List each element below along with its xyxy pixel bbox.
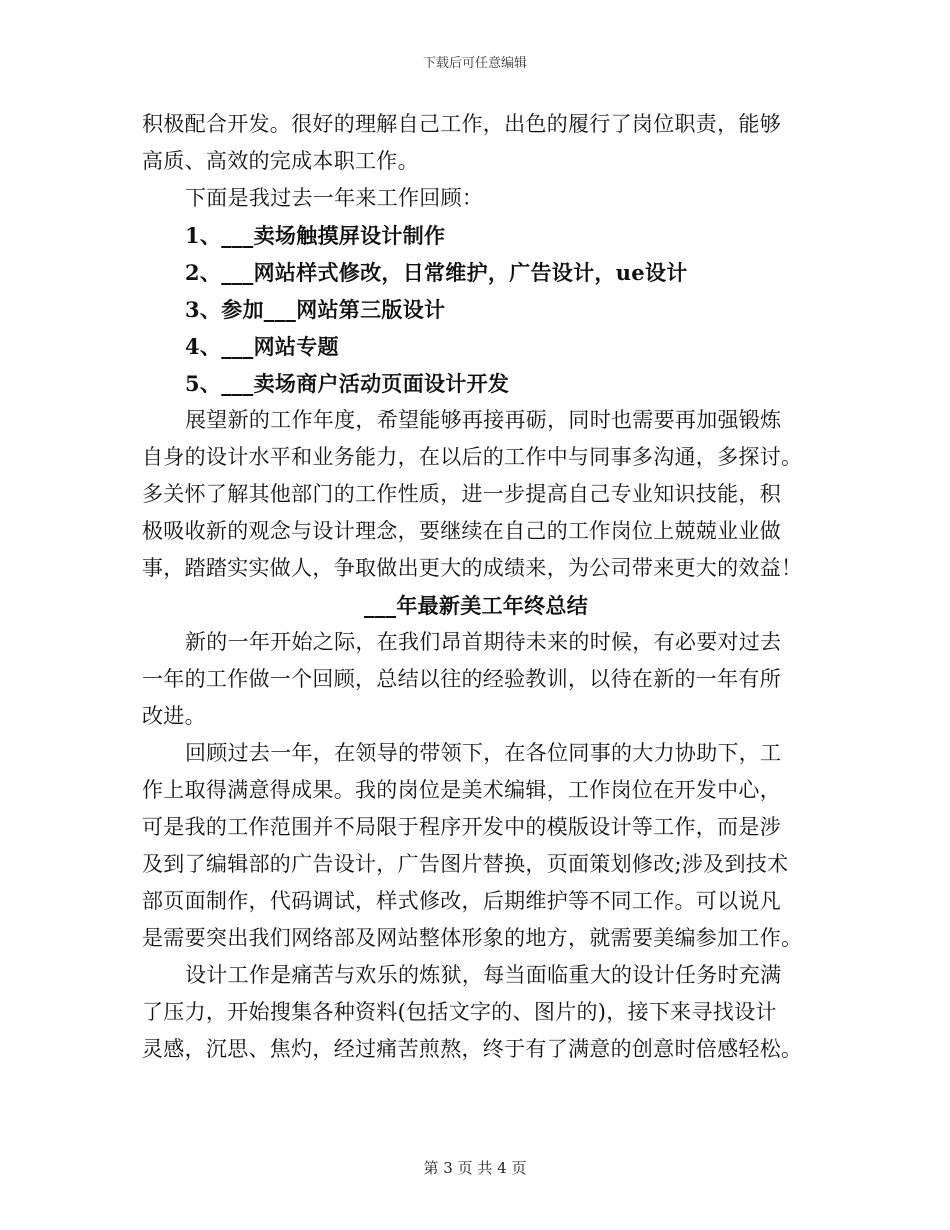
- paragraph-line: 及到了编辑部的广告设计，广告图片替换，页面策划修改;涉及到技术: [142, 852, 789, 876]
- paragraph-3: [142, 402, 810, 587]
- page-header: 下载后可任意编辑: [422, 56, 527, 71]
- section-title: ___年最新美工年终总结: [363, 593, 589, 618]
- paragraph-line: 新的一年开始之际，在我们昂首期待未来的时候，有必要对过去: [185, 630, 782, 654]
- paragraph-line: 积极配合开发。很好的理解自己工作，出色的履行了岗位职责，能够: [142, 112, 781, 136]
- paragraph-line: 改进。: [142, 704, 206, 728]
- paragraph-line: 可是我的工作范围并不局限于程序开发中的模版设计等工作，而是涉: [142, 815, 781, 839]
- paragraph-line: 作上取得满意得成果。我的岗位是美术编辑，工作岗位在开发中心，: [142, 778, 781, 802]
- paragraph-6: [142, 957, 810, 1068]
- list-item: 4、___网站专题: [185, 334, 339, 359]
- paragraph-line: 了压力，开始搜集各种资料(包括文字的、图片的)，接下来寻找设计: [142, 1000, 777, 1024]
- list-item: 3、参加___网站第三版设计: [185, 297, 446, 322]
- paragraph-line: 回顾过去一年，在领导的带领下，在各位同事的大力协助下，工: [185, 741, 782, 765]
- paragraph-line: 多关怀了解其他部门的工作性质，进一步提高自己专业知识技能，积: [142, 482, 781, 506]
- paragraph-line: 高质、高效的完成本职工作。: [142, 149, 419, 173]
- list-item: 1、___卖场触摸屏设计制作: [185, 223, 446, 248]
- paragraph-line: 部页面制作，代码调试，样式修改，后期维护等不同工作。可以说凡: [142, 889, 781, 913]
- document-body: [142, 106, 810, 1068]
- paragraph-line: 一年的工作做一个回顾，总结以往的经验教训，以待在新的一年有所: [142, 667, 781, 691]
- page-footer: 第 3 页 共 4 页: [423, 1159, 527, 1177]
- paragraph-line: 灵感，沉思、焦灼，经过痛苦煎熬，终于有了满意的创意时倍感轻松。: [142, 1037, 803, 1061]
- paragraph-line: 极吸收新的观念与设计理念，要继续在自己的工作岗位上兢兢业业做: [142, 519, 781, 543]
- paragraph-line: 事，踏踏实实做人，争取做出更大的成绩来，为公司带来更大的效益！: [142, 556, 803, 580]
- list-item: 2、___网站样式修改，日常维护，广告设计，ue设计: [185, 260, 688, 285]
- paragraph-line: 自身的设计水平和业务能力，在以后的工作中与同事多沟通，多探讨。: [142, 445, 803, 469]
- list-item: 5、___卖场商户活动页面设计开发: [185, 371, 510, 396]
- paragraph-line: 设计工作是痛苦与欢乐的炼狱，每当面临重大的设计任务时充满: [185, 963, 782, 987]
- paragraph-line: 展望新的工作年度，希望能够再接再砺，同时也需要再加强锻炼: [185, 408, 782, 432]
- paragraph-2: 下面是我过去一年来工作回顾：: [185, 186, 484, 210]
- paragraph-line: 是需要突出我们网络部及网站整体形象的地方，就需要美编参加工作。: [142, 926, 803, 950]
- paragraph-5: [142, 735, 810, 957]
- paragraph-1: [142, 106, 810, 180]
- paragraph-4: [142, 624, 810, 735]
